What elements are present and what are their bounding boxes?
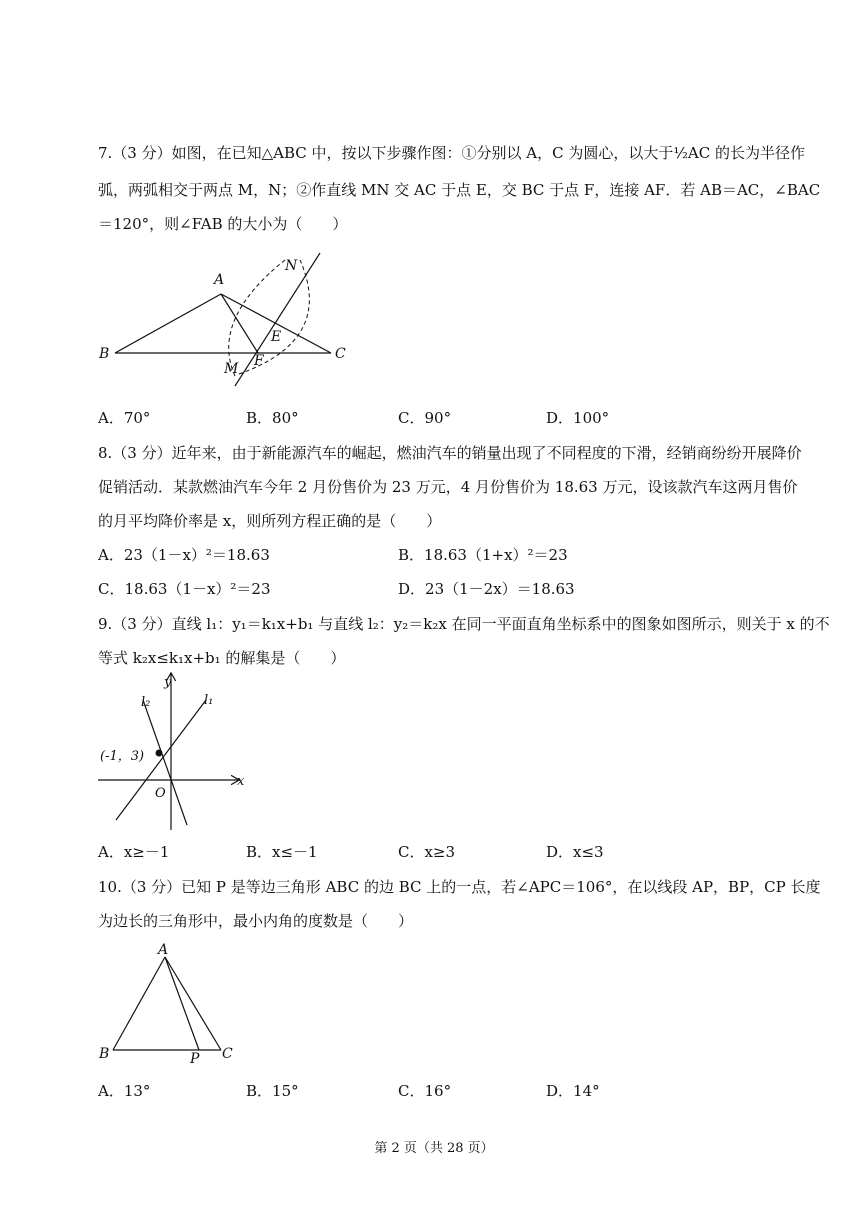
q7-option-c: C．90° [398, 409, 452, 427]
q10-seg-ap [165, 957, 199, 1050]
q10-label-b: B [99, 1046, 110, 1062]
q7-label-f: F [254, 353, 264, 369]
q9-option-a: A．x≥－1 [98, 843, 170, 861]
q10-option-d: D．14° [546, 1082, 600, 1100]
q9-line-2: 等式 k₂x≤k₁x+b₁ 的解集是（ ） [98, 649, 346, 667]
q10-option-a: A．13° [98, 1082, 151, 1100]
q9-label-l2: l₂ [141, 695, 151, 710]
q10-label-a: A [158, 942, 169, 958]
q8-line-1: 8.（3 分）近年来，由于新能源汽车的崛起，燃油汽车的销量出现了不同程度的下滑，经销商纷纷开展降价 [98, 444, 802, 462]
q9-option-b: B．x≤－1 [246, 843, 318, 861]
q10-label-p: P [190, 1051, 200, 1065]
q7-line-2: 弧，两弧相交于两点 M，N；②作直线 MN 交 AC 于点 E，交 BC 于点 F，连接 AF．若 AB＝AC，∠BAC [98, 181, 821, 199]
q8-line-2: 促销活动．某款燃油汽车今年 2 月份售价为 23 万元，4 月份售价为 18.63 万元，设该款汽车这两月售价 [98, 478, 798, 496]
q8-option-b: B．18.63（1+x）²＝23 [398, 546, 568, 564]
q10-seg-ac [165, 957, 221, 1050]
q9-line-l2 [143, 700, 187, 825]
q9-option-d: D．x≤3 [546, 843, 604, 861]
q8-option-c: C．18.63（1－x）²＝23 [98, 580, 271, 598]
q9-label-l1: l₁ [204, 693, 214, 708]
q7-label-e: E [271, 329, 282, 345]
q10-option-b: B．15° [246, 1082, 299, 1100]
q9-label-o: O [155, 786, 166, 801]
q8-option-a: A．23（1－x）²＝18.63 [98, 546, 270, 564]
q7-seg-af [221, 294, 258, 353]
q10-label-c: C [222, 1046, 233, 1062]
q7-option-a: A．70° [98, 409, 151, 427]
q7-label-n: N [285, 258, 298, 274]
q9-figure [96, 670, 256, 832]
q8-line-3: 的月平均降价率是 x，则所列方程正确的是（ ） [98, 512, 442, 530]
q7-option-d: D．100° [546, 409, 610, 427]
q7-figure [95, 250, 350, 395]
q7-label-c: C [335, 346, 346, 362]
q7-line-3: ＝120°，则∠FAB 的大小为（ ） [98, 215, 348, 233]
q10-figure [95, 940, 245, 1065]
q7-label-a: A [214, 272, 225, 288]
q9-line-1: 9.（3 分）直线 l₁：y₁＝k₁x+b₁ 与直线 l₂：y₂＝k₂x 在同一平面直角坐标系中的图象如图所示，则关于 x 的不 [98, 615, 830, 633]
q7-line-mn [235, 253, 320, 386]
q9-intersection-point [156, 750, 163, 757]
q10-seg-ab [113, 957, 165, 1050]
q10-line-1: 10.（3 分）已知 P 是等边三角形 ABC 的边 BC 上的一点，若∠APC＝106°，在以线段 AP，BP，CP 长度 [98, 878, 821, 896]
q7-option-b: B．80° [246, 409, 299, 427]
q9-label-y: y [164, 675, 172, 690]
q9-label-point: (-1，3) [100, 749, 145, 764]
q9-label-x: x [237, 774, 245, 789]
q8-option-d: D．23（1－2x）＝18.63 [398, 580, 575, 598]
q10-line-2: 为边长的三角形中，最小内角的度数是（ ） [98, 912, 414, 930]
q7-label-m: M [224, 361, 239, 377]
q7-arc-right [239, 260, 309, 374]
q7-line-1: 7.（3 分）如图，在已知△ABC 中，按以下步骤作图：①分别以 A，C 为圆心，以大于½AC 的长为半径作 [98, 144, 806, 162]
page-footer: 第 2 页（共 28 页） [374, 1141, 494, 1156]
q7-label-b: B [99, 346, 110, 362]
q9-option-c: C．x≥3 [398, 843, 456, 861]
q10-option-c: C．16° [398, 1082, 452, 1100]
q7-seg-ab [115, 294, 221, 353]
